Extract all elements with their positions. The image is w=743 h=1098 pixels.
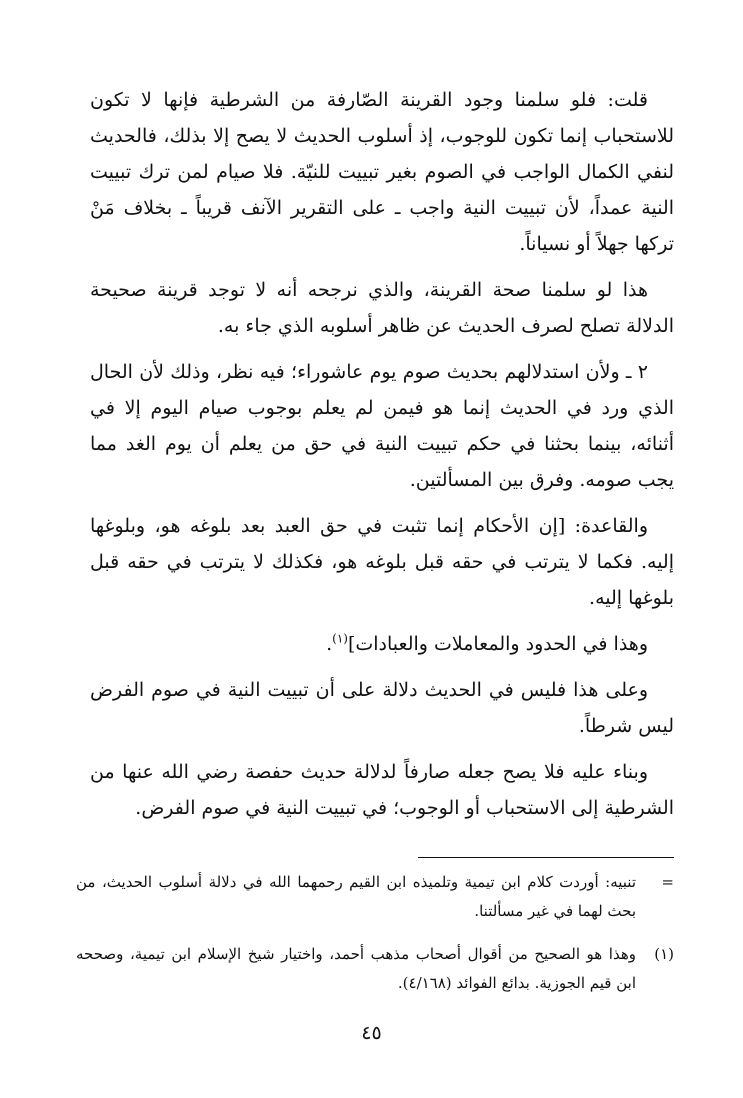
paragraph-1-text: قلت: فلو سلمنا وجود القرينة الصّارفة من الشرطية فإنها لا تكون للاستحباب إنما تكون للوجوب، إذ أسلوب الحديث لا يصح إلا بذلك، فالحديث لنفي الكمال الواجب في الصوم بغير تبييت للنيّة. فلا صيام لمن ترك تبييت النية عمداً، لأن تبييت النية واجب ـ على التقرير الآنف قريباً ـ بخلاف مَنْ تركها جهلاً أو نسياناً. xyxy=(90,89,674,255)
footnote-text: تنبيه: أوردت كلام ابن تيمية وتلميذه ابن القيم رحمهما الله في دلالة أسلوب الحديث، من بحث لهما في غير مسألتنا. xyxy=(76,873,636,920)
paragraph-1 xyxy=(90,82,674,262)
footnotes xyxy=(76,868,674,1012)
footnote-text: وهذا هو الصحيح من أقوال أصحاب مذهب أحمد، واختيار شيخ الإسلام ابن تيمية، وصححه ابن قيم الجوزية. بدائع الفوائد (٤/١٦٨). xyxy=(76,945,636,992)
page-number: ٤٥ xyxy=(361,1022,382,1044)
footnote-1 xyxy=(76,940,674,998)
paragraph-7-text: وبناء عليه فلا يصح جعله صارفاً لدلالة حديث حفصة رضي الله عنها من الشرطية إلى الاستحباب أو الوجوب؛ في تبييت النية في صوم الفرض. xyxy=(90,761,674,819)
paragraph-3 xyxy=(90,354,674,498)
paragraph-2 xyxy=(90,272,674,344)
paragraph-5-text: وهذا في الحدود والمعاملات والعبادات] xyxy=(347,633,648,655)
footnote-divider xyxy=(418,857,674,858)
paragraph-2-text: هذا لو سلمنا صحة القرينة، والذي نرجحه أنه لا توجد قرينة صحيحة الدلالة تصلح لصرف الحديث عن ظاهر أسلوبه الذي جاء به. xyxy=(90,279,674,337)
footnote-marker: = xyxy=(661,873,674,891)
paragraph-6-text: وعلى هذا فليس في الحديث دلالة على أن تبييت النية في صوم الفرض ليس شرطاً. xyxy=(90,679,674,737)
footnote-marker: (١) xyxy=(654,945,674,963)
paragraph-4 xyxy=(90,508,674,616)
paragraph-5 xyxy=(90,626,674,662)
footnote-continuation xyxy=(76,868,674,926)
paragraph-7 xyxy=(90,754,674,826)
paragraph-5-end: . xyxy=(326,633,333,655)
paragraph-3-text: ٢ ـ ولأن استدلالهم بحديث صوم يوم عاشوراء؛ فيه نظر، وذلك لأن الحال الذي ورد في الحديث إنما هو فيمن لم يعلم بوجوب صيام اليوم إلا في أثنائه، بينما بحثنا في حكم تبييت النية في حق من يعلم أن يوم الغد مما يجب صومه. وفرق بين المسألتين. xyxy=(90,361,674,491)
paragraph-6 xyxy=(90,672,674,744)
paragraph-4-text: والقاعدة: [إن الأحكام إنما تثبت في حق العبد بعد بلوغه هو، وبلوغها إليه. فكما لا يترتب في حقه قبل بلوغه هو، فكذلك لا يترتب في حقه قبل بلوغها إليه. xyxy=(90,515,674,609)
footnote-ref-1[interactable]: (١) xyxy=(332,631,348,646)
main-text xyxy=(90,82,674,836)
